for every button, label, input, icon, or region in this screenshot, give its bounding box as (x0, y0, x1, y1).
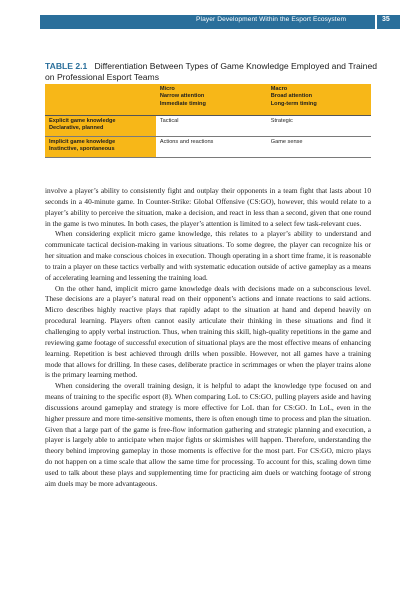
row-header-implicit-title: Implicit game knowledge (49, 139, 116, 145)
running-header-title: Player Development Within the Esport Ecosystem (196, 16, 347, 23)
column-header-micro-timing: Immediate timing (159, 100, 206, 107)
table-header-row (45, 84, 371, 116)
page-number: 35 (382, 16, 390, 23)
column-header-macro-attention: Broad attention (270, 93, 313, 100)
row-header-implicit (45, 137, 156, 158)
paragraph-explicit-micro: When considering explicit micro game knowledge, this relates to a player’s ability to understand and communicate tactical decision-making in various situations. To some degree, the player can recognize his or her situation and make conscious choices in execution. Though operating in a short time frame, it is reasonable to train a player on these tactics verbally and with systematic education outside of active gameplay as a means of accelerating learning and lessening the training load. (45, 229, 371, 282)
paragraph-implicit-micro: On the other hand, implicit micro game knowledge deals with decisions made on a subconscious level. These decisions are a player’s natural read on their opponent’s actions and innate reactions to said actions. Micro describes highly reactive plays that rapidly adapt to the situation at hand and depend heavily on procedural learning. Players often cannot easily articulate their thinking in these situations and find it challenging to apply verbal instruction. Thus, when training this skill, high-quality repetitions in the game and reviewing game footage of successful execution of situational plays are the most effective means of enhancing learning. Repetition is best achieved through drills when possible. However, not all games have a training mode that allows for drilling. In these cases, deliberate practice in scrimmages or when the player trains alone is the primary learning method. (45, 283, 371, 380)
table-caption (45, 61, 380, 83)
body-text (45, 186, 371, 490)
table-label: TABLE 2.1 (45, 61, 88, 71)
row-header-implicit-subtitle: Instinctive, spontaneous (49, 146, 115, 153)
row-header-explicit (45, 116, 156, 137)
row-header-explicit-subtitle: Declarative, planned (49, 125, 104, 132)
column-header-micro-title: Micro (159, 86, 175, 92)
column-header-micro-attention: Narrow attention (159, 93, 205, 100)
header-separator (375, 15, 377, 29)
column-header-macro-title: Macro (270, 86, 288, 92)
table-title: Differentiation Between Types of Game Knowledge Employed and Trained on Professional Esport Teams (45, 61, 378, 82)
knowledge-table (45, 84, 371, 158)
table-corner-cell (45, 84, 156, 116)
cell-explicit-micro: Tactical (156, 116, 267, 137)
cell-implicit-macro: Game sense (267, 137, 371, 158)
cell-explicit-macro: Strategic (267, 116, 371, 137)
paragraph-continuation: involve a player’s ability to consistently fight and outplay their opponents in a team fight that lasts about 10 seconds in a 40-minute game. In Counter-Strike: Global Offensive (CS:GO), however, this would relate to a player’s ability to perceive the situation, make a decision, and react in less than a second, given that one round in the game is two minutes. In both cases, the player’s attention is limited to a select few task-relevant cues. (45, 186, 371, 228)
column-header-macro-timing: Long-term timing (270, 100, 317, 107)
row-header-explicit-title: Explicit game knowledge (49, 118, 116, 124)
paragraph-training-design: When considering the overall training design, it is helpful to adapt the knowledge type focused on and means of training to the specific esport (8). When comparing LoL to CS:GO, pulling players aside and having discussions around gameplay and strategy is more effective for LoL than for CS:GO. In LoL, even in the higher pressure and more time-sensitive moments, there is often enough time to process and plan the situation. Given that a large part of the game is free-flow information gathering and strategic planning and execution, a player is largely able to anticipate when major fights or skirmishes will happen. Therefore, understanding the theory behind improving gameplay in those moments is effective for the most part. For CS:GO, micro plays do not happen on a time scale that allow the same time for processing. To account for this, scaling down time used to talk about these plays and supplementing time for practicing aim duels or watching footage of strong aim duels may be more advantageous. (45, 381, 371, 488)
table-row (45, 116, 371, 137)
column-header-macro (267, 84, 371, 116)
table-row (45, 137, 371, 158)
cell-implicit-micro: Actions and reactions (156, 137, 267, 158)
column-header-micro (156, 84, 267, 116)
